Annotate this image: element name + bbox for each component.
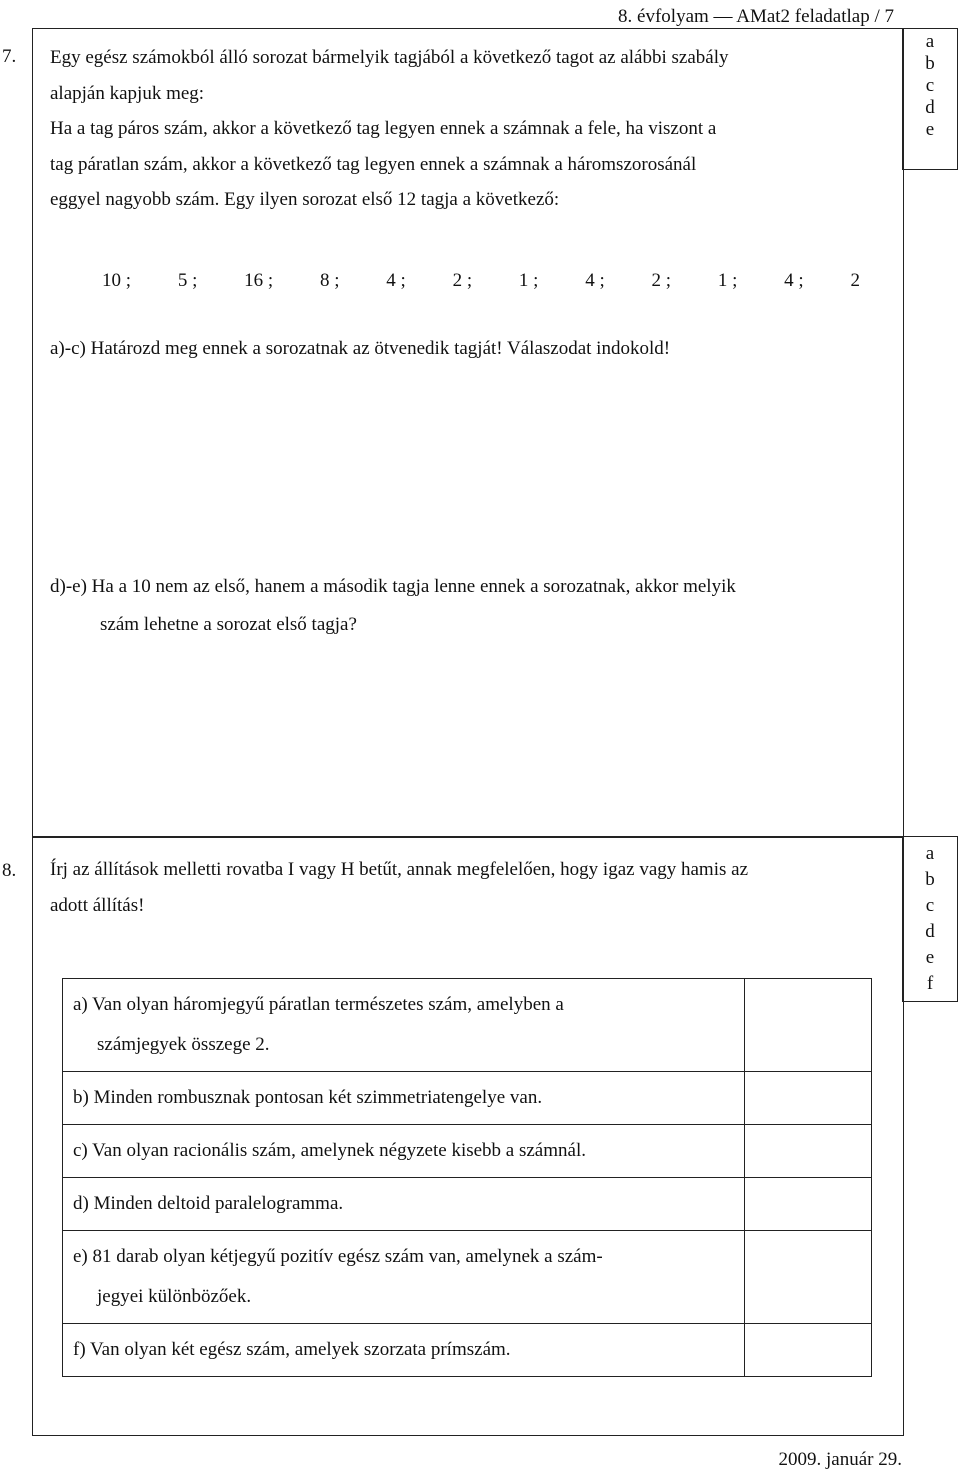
statement-row-d — [63, 1178, 872, 1231]
score-letter-a: a — [925, 843, 935, 864]
task8-line-2: adott állítás! — [50, 894, 145, 916]
task7-score-box — [902, 28, 958, 170]
score-letter-b: b — [925, 869, 935, 890]
statement-e-line-2: jegyei különbözőek. — [97, 1286, 252, 1307]
sequence-term: 2 ; — [452, 270, 473, 291]
task7-score-letters — [903, 29, 957, 141]
sequence-term: 16 ; — [244, 270, 274, 291]
statement-f: f) Van olyan két egész szám, amelyek szorzata prímszám. — [63, 1324, 745, 1377]
statement-d: d) Minden deltoid paralelogramma. — [63, 1178, 745, 1231]
statement-row-f — [63, 1324, 872, 1377]
score-letter-c: c — [925, 895, 935, 916]
score-letter-c: c — [925, 75, 935, 96]
answer-cell-a[interactable] — [745, 979, 872, 1072]
statement-b: b) Minden rombusznak pontosan két szimmetriatengelye van. — [63, 1072, 745, 1125]
answer-cell-b[interactable] — [745, 1072, 872, 1125]
sequence-term: 2 — [850, 270, 860, 291]
statement-row-c — [63, 1125, 872, 1178]
sequence-term: 10 ; — [102, 270, 132, 291]
task7-line-3: Ha a tag páros szám, akkor a következő tag legyen ennek a számnak a fele, ha viszont a — [50, 118, 717, 139]
question-a-c: a)-c) Határozd meg ennek a sorozatnak az ötvenedik tagját! Válaszodat indokold! — [50, 338, 671, 359]
task7-number: 7. — [2, 46, 17, 67]
score-letter-d: d — [925, 97, 935, 118]
statement-c: c) Van olyan racionális szám, amelynek négyzete kisebb a számnál. — [63, 1125, 745, 1178]
statement-e-line-1: e) 81 darab olyan kétjegyű pozitív egész szám van, amelynek a szám- — [73, 1246, 603, 1267]
statement-a — [63, 979, 745, 1072]
score-letter-a: a — [925, 31, 935, 52]
task8-score-letters — [903, 837, 957, 997]
task7-line-1: Egy egész számokból álló sorozat bármelyik tagjából a következő tagot az alábbi szabály — [50, 47, 729, 68]
answer-cell-e[interactable] — [745, 1231, 872, 1324]
task8-number: 8. — [2, 860, 17, 881]
task8-instruction — [50, 852, 895, 923]
question-d-e-line-2: szám lehetne a sorozat első tagja? — [100, 614, 357, 635]
task7-statement — [50, 40, 890, 218]
sequence-term: 5 ; — [177, 270, 198, 291]
answer-cell-c[interactable] — [745, 1125, 872, 1178]
sequence-term: 1 ; — [518, 270, 539, 291]
score-letter-e: e — [925, 947, 935, 968]
score-letter-e: e — [925, 119, 935, 140]
sequence-term: 4 ; — [386, 270, 406, 291]
statement-a-line-2: számjegyek összege 2. — [97, 1034, 270, 1055]
sequence-term: 1 ; — [717, 270, 738, 291]
statement-a-line-1: a) Van olyan háromjegyű páratlan természetes szám, amelyben a — [73, 994, 564, 1015]
score-letter-b: b — [925, 53, 935, 74]
task8-line-1: Írj az állítások melletti rovatba I vagy H betűt, annak megfelelően, hogy igaz vagy hamis az — [50, 859, 748, 880]
statement-row-a — [63, 979, 872, 1072]
sequence-term: 8 ; — [319, 270, 340, 291]
task7-line-2: alapján kapjuk meg: — [50, 82, 205, 104]
task8-score-box — [902, 836, 958, 1002]
page-header: 8. évfolyam — AMat2 feladatlap / 7 — [618, 6, 894, 27]
page-footer-date: 2009. január 29. — [778, 1449, 902, 1470]
task7-line-4: tag páratlan szám, akkor a következő tag legyen ennek a számnak a háromszorosánál — [50, 153, 697, 175]
task7-line-5: eggyel nagyobb szám. Egy ilyen sorozat első 12 tagja a következő: — [50, 189, 560, 210]
question-d-e-line-1: d)-e) Ha a 10 nem az első, hanem a második tagja lenne ennek a sorozatnak, akkor melyik — [50, 576, 736, 597]
statement-e — [63, 1231, 745, 1324]
statement-row-e — [63, 1231, 872, 1324]
sequence-term: 4 ; — [585, 270, 605, 291]
score-letter-f: f — [926, 973, 934, 994]
sequence-term: 4 ; — [784, 270, 804, 291]
score-letter-d: d — [925, 921, 935, 942]
sequence-term: 2 ; — [651, 270, 672, 291]
question-d-e — [50, 568, 900, 644]
statement-row-b — [63, 1072, 872, 1125]
answer-cell-d[interactable] — [745, 1178, 872, 1231]
statements-table — [62, 978, 872, 1377]
answer-cell-f[interactable] — [745, 1324, 872, 1377]
sequence-row — [102, 270, 860, 292]
